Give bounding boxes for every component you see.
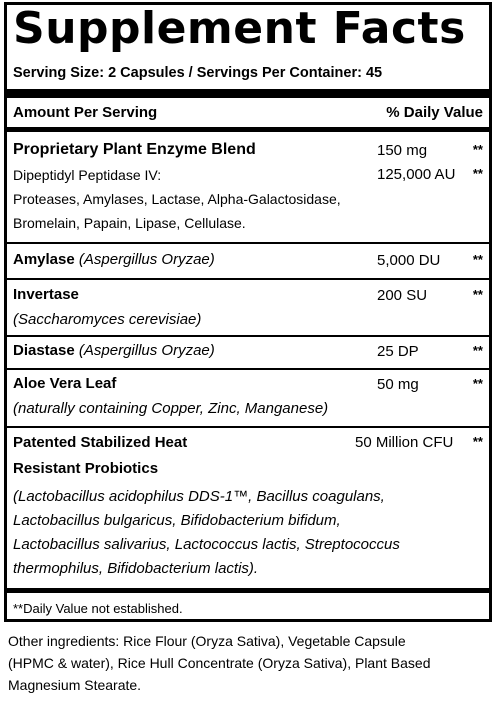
- divider: [7, 335, 489, 337]
- diastase-dv: **: [472, 343, 483, 358]
- probiotic-name-line: Patented Stabilized Heat: [13, 434, 188, 451]
- amylase-name: Amylase: [13, 251, 75, 268]
- diastase-source: (Aspergillus Oryzae): [78, 342, 215, 359]
- enzyme-list-line: Proteases, Amylases, Lactase, Alpha-Galactosidase,: [13, 191, 341, 207]
- probiotic-source-line: (Lactobacillus acidophilus DDS-1™, Bacillus coagulans,: [13, 488, 385, 505]
- aloe-amount: 50 mg: [377, 376, 419, 393]
- amylase-dv: **: [472, 252, 483, 267]
- dpp-dv: **: [472, 166, 483, 181]
- dpp-amount: 125,000 AU: [377, 166, 456, 183]
- daily-value-note: **Daily Value not established.: [13, 601, 183, 616]
- probiotic-name-line: Resistant Probiotics: [13, 460, 159, 477]
- divider: [7, 426, 489, 428]
- other-ingredients: [8, 630, 496, 696]
- other-ingredients-line: Magnesium Stearate.: [8, 677, 142, 693]
- divider: [7, 368, 489, 370]
- medium-rule: [7, 127, 489, 132]
- enzyme-list-line: Bromelain, Papain, Lipase, Cellulase.: [13, 215, 246, 231]
- probiotic-dv: **: [472, 434, 483, 449]
- amount-per-serving-header: Amount Per Serving: [13, 104, 158, 121]
- divider: [7, 278, 489, 280]
- diastase-amount: 25 DP: [377, 343, 419, 360]
- enzyme-blend-name: Proprietary Plant Enzyme Blend: [13, 141, 256, 158]
- probiotic-source-line: Lactobacillus salivarius, Lactococcus lactis, Streptococcus: [13, 536, 400, 553]
- probiotic-amount: 50 Million CFU: [355, 434, 454, 451]
- invertase-name: Invertase: [13, 286, 79, 303]
- invertase-dv: **: [472, 287, 483, 302]
- aloe-dv: **: [472, 376, 483, 391]
- amylase-row: [13, 250, 215, 270]
- amylase-amount: 5,000 DU: [377, 252, 441, 269]
- probiotic-source-line: Lactobacillus bulgaricus, Bifidobacterium bifidum,: [13, 512, 341, 529]
- thick-rule: [7, 89, 489, 98]
- invertase-source: (Saccharomyces cerevisiae): [13, 311, 202, 328]
- medium-rule: [7, 588, 489, 593]
- serving-info: Serving Size: 2 Capsules / Servings Per Container: 45: [13, 65, 383, 81]
- aloe-source: (naturally containing Copper, Zinc, Manganese): [13, 400, 329, 417]
- diastase-name: Diastase: [13, 342, 75, 359]
- panel-title: Supplement Facts: [13, 3, 466, 54]
- enzyme-blend-amount: 150 mg: [377, 142, 428, 159]
- daily-value-header: % Daily Value: [386, 104, 483, 121]
- divider: [7, 242, 489, 244]
- aloe-name: Aloe Vera Leaf: [13, 375, 117, 392]
- supplement-facts-panel: [4, 2, 492, 622]
- invertase-amount: 200 SU: [377, 287, 428, 304]
- probiotic-source-line: thermophilus, Bifidobacterium lactis).: [13, 560, 259, 577]
- dpp-name: Dipeptidyl Peptidase IV:: [13, 167, 162, 183]
- other-ingredients-line: Other ingredients: Rice Flour (Oryza Sativa), Vegetable Capsule: [8, 633, 406, 649]
- other-ingredients-line: (HPMC & water), Rice Hull Concentrate (Oryza Sativa), Plant Based: [8, 655, 431, 671]
- enzyme-blend-dv: **: [472, 142, 483, 157]
- diastase-row: [13, 341, 215, 361]
- amylase-source: (Aspergillus Oryzae): [78, 251, 215, 268]
